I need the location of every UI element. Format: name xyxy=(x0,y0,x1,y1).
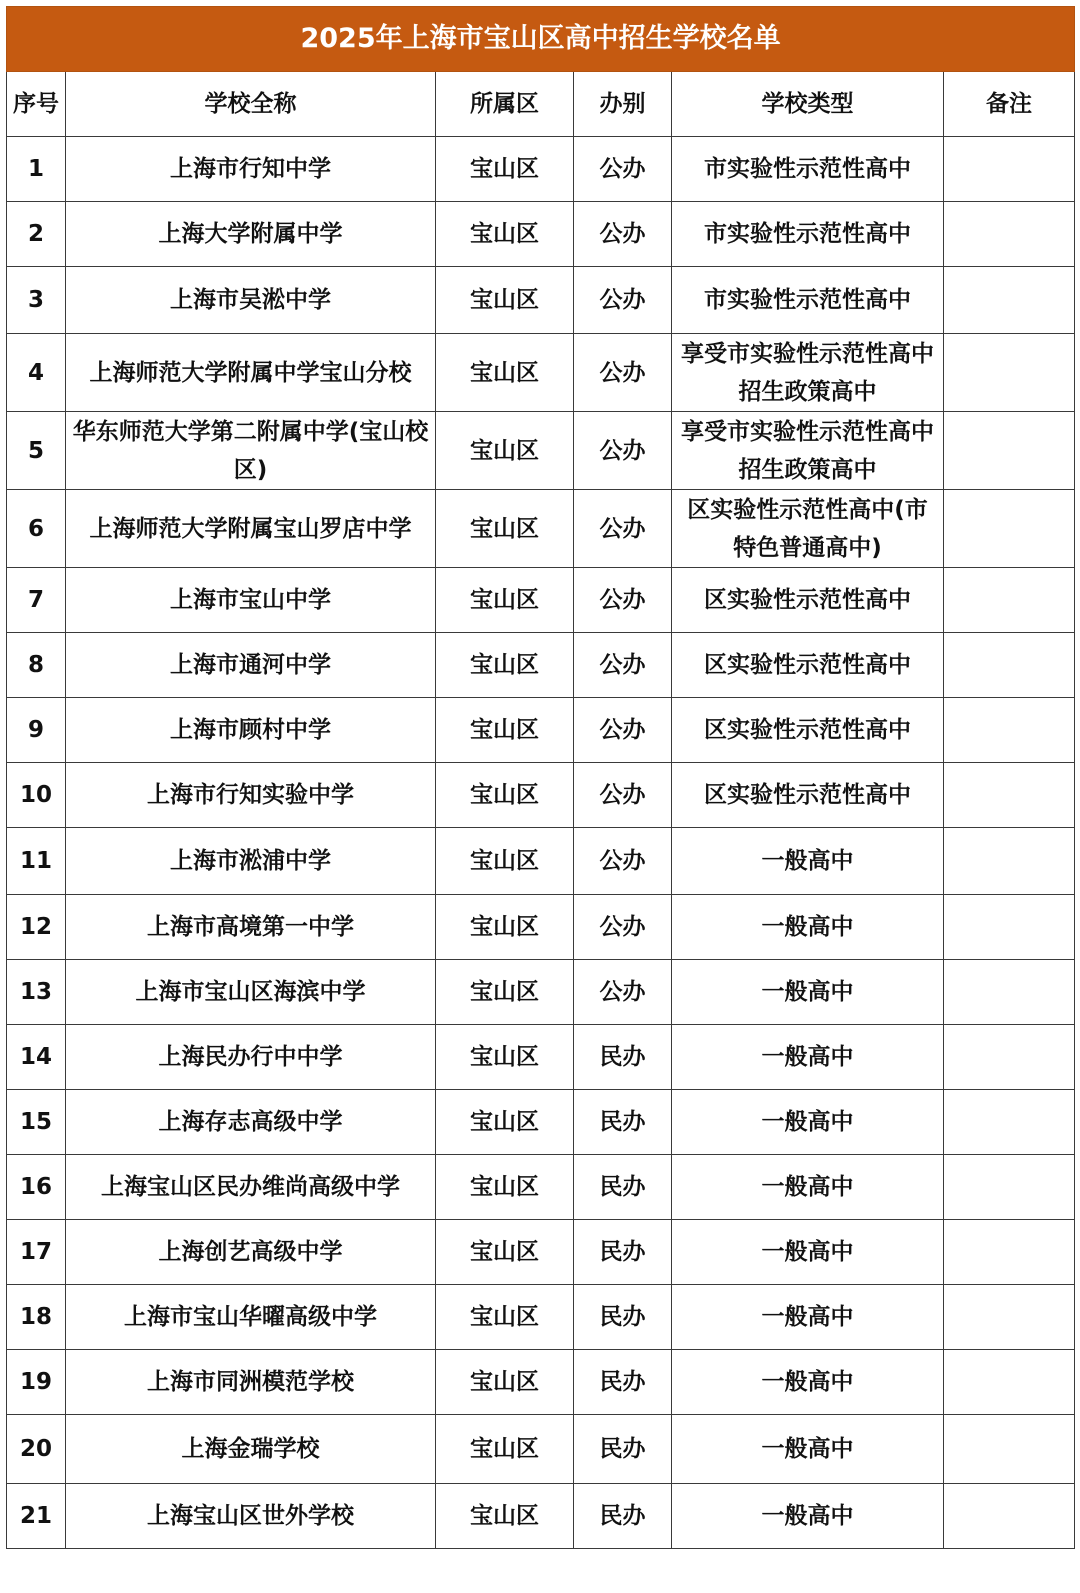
table-body xyxy=(7,137,1075,1549)
ownership: 公办 xyxy=(574,267,672,334)
note xyxy=(944,1350,1075,1415)
district: 宝山区 xyxy=(436,137,574,202)
district: 宝山区 xyxy=(436,828,574,895)
ownership: 公办 xyxy=(574,137,672,202)
school-name: 上海宝山区世外学校 xyxy=(66,1484,436,1549)
district: 宝山区 xyxy=(436,633,574,698)
school-name: 上海师范大学附属宝山罗店中学 xyxy=(66,490,436,568)
note xyxy=(944,137,1075,202)
table-row xyxy=(7,334,1075,412)
row-no: 5 xyxy=(7,412,66,490)
row-no: 16 xyxy=(7,1155,66,1220)
school-name: 上海市宝山中学 xyxy=(66,568,436,633)
ownership: 公办 xyxy=(574,633,672,698)
row-no: 4 xyxy=(7,334,66,412)
row-no: 10 xyxy=(7,763,66,828)
district: 宝山区 xyxy=(436,267,574,334)
district: 宝山区 xyxy=(436,895,574,960)
school-name: 华东师范大学第二附属中学(宝山校区) xyxy=(66,412,436,490)
header-district: 所属区 xyxy=(436,72,574,137)
note xyxy=(944,412,1075,490)
district: 宝山区 xyxy=(436,568,574,633)
table-row xyxy=(7,202,1075,267)
ownership: 民办 xyxy=(574,1090,672,1155)
table-row xyxy=(7,633,1075,698)
district: 宝山区 xyxy=(436,1484,574,1549)
school-type: 一般高中 xyxy=(672,1090,944,1155)
district: 宝山区 xyxy=(436,412,574,490)
school-name: 上海民办行中中学 xyxy=(66,1025,436,1090)
row-no: 11 xyxy=(7,828,66,895)
table-row xyxy=(7,267,1075,334)
header-school-name: 学校全称 xyxy=(66,72,436,137)
table-row xyxy=(7,490,1075,568)
row-no: 3 xyxy=(7,267,66,334)
school-name: 上海市宝山华曜高级中学 xyxy=(66,1285,436,1350)
district: 宝山区 xyxy=(436,202,574,267)
header-no: 序号 xyxy=(7,72,66,137)
note xyxy=(944,1025,1075,1090)
ownership: 民办 xyxy=(574,1220,672,1285)
row-no: 18 xyxy=(7,1285,66,1350)
district: 宝山区 xyxy=(436,1155,574,1220)
school-type: 市实验性示范性高中 xyxy=(672,267,944,334)
table-row xyxy=(7,828,1075,895)
note xyxy=(944,1155,1075,1220)
header-note: 备注 xyxy=(944,72,1075,137)
note xyxy=(944,490,1075,568)
note xyxy=(944,1090,1075,1155)
note xyxy=(944,568,1075,633)
school-type: 一般高中 xyxy=(672,1285,944,1350)
row-no: 9 xyxy=(7,698,66,763)
district: 宝山区 xyxy=(436,960,574,1025)
school-type: 区实验性示范性高中 xyxy=(672,633,944,698)
header-ownership: 办别 xyxy=(574,72,672,137)
note xyxy=(944,267,1075,334)
school-name: 上海金瑞学校 xyxy=(66,1415,436,1484)
school-name: 上海市淞浦中学 xyxy=(66,828,436,895)
table-row xyxy=(7,1155,1075,1220)
school-name: 上海市吴淞中学 xyxy=(66,267,436,334)
school-name: 上海大学附属中学 xyxy=(66,202,436,267)
ownership: 公办 xyxy=(574,763,672,828)
school-name: 上海宝山区民办维尚高级中学 xyxy=(66,1155,436,1220)
row-no: 17 xyxy=(7,1220,66,1285)
note xyxy=(944,828,1075,895)
title-row xyxy=(7,7,1075,72)
ownership: 公办 xyxy=(574,334,672,412)
table-row xyxy=(7,1415,1075,1484)
ownership: 民办 xyxy=(574,1025,672,1090)
school-list-sheet xyxy=(6,6,1074,1549)
school-type: 区实验性示范性高中 xyxy=(672,698,944,763)
ownership: 公办 xyxy=(574,698,672,763)
row-no: 21 xyxy=(7,1484,66,1549)
school-name: 上海市通河中学 xyxy=(66,633,436,698)
school-type: 区实验性示范性高中(市特色普通高中) xyxy=(672,490,944,568)
school-name: 上海市同洲模范学校 xyxy=(66,1350,436,1415)
table-row xyxy=(7,1350,1075,1415)
district: 宝山区 xyxy=(436,1415,574,1484)
school-type: 区实验性示范性高中 xyxy=(672,763,944,828)
ownership: 民办 xyxy=(574,1350,672,1415)
school-name: 上海创艺高级中学 xyxy=(66,1220,436,1285)
school-type: 区实验性示范性高中 xyxy=(672,568,944,633)
note xyxy=(944,763,1075,828)
district: 宝山区 xyxy=(436,1090,574,1155)
table-row xyxy=(7,412,1075,490)
note xyxy=(944,1285,1075,1350)
school-type: 一般高中 xyxy=(672,895,944,960)
district: 宝山区 xyxy=(436,490,574,568)
row-no: 14 xyxy=(7,1025,66,1090)
ownership: 民办 xyxy=(574,1484,672,1549)
header-school-type: 学校类型 xyxy=(672,72,944,137)
district: 宝山区 xyxy=(436,334,574,412)
ownership: 民办 xyxy=(574,1415,672,1484)
table-row xyxy=(7,1025,1075,1090)
table-row xyxy=(7,1090,1075,1155)
school-type: 享受市实验性示范性高中招生政策高中 xyxy=(672,412,944,490)
note xyxy=(944,960,1075,1025)
school-type: 一般高中 xyxy=(672,1155,944,1220)
school-type: 一般高中 xyxy=(672,1220,944,1285)
ownership: 公办 xyxy=(574,895,672,960)
ownership: 公办 xyxy=(574,490,672,568)
note xyxy=(944,633,1075,698)
school-name: 上海市高境第一中学 xyxy=(66,895,436,960)
row-no: 13 xyxy=(7,960,66,1025)
row-no: 8 xyxy=(7,633,66,698)
table-row xyxy=(7,960,1075,1025)
school-name: 上海师范大学附属中学宝山分校 xyxy=(66,334,436,412)
school-name: 上海市行知实验中学 xyxy=(66,763,436,828)
school-name: 上海市宝山区海滨中学 xyxy=(66,960,436,1025)
district: 宝山区 xyxy=(436,698,574,763)
school-type: 一般高中 xyxy=(672,828,944,895)
table-row xyxy=(7,137,1075,202)
note xyxy=(944,202,1075,267)
school-type: 享受市实验性示范性高中招生政策高中 xyxy=(672,334,944,412)
note xyxy=(944,334,1075,412)
table-title: 2025年上海市宝山区高中招生学校名单 xyxy=(7,7,1075,72)
school-type: 市实验性示范性高中 xyxy=(672,137,944,202)
table-row xyxy=(7,568,1075,633)
row-no: 20 xyxy=(7,1415,66,1484)
table-row xyxy=(7,1484,1075,1549)
school-type: 一般高中 xyxy=(672,1415,944,1484)
row-no: 19 xyxy=(7,1350,66,1415)
school-type: 一般高中 xyxy=(672,1484,944,1549)
district: 宝山区 xyxy=(436,1220,574,1285)
table-row xyxy=(7,698,1075,763)
ownership: 公办 xyxy=(574,568,672,633)
row-no: 15 xyxy=(7,1090,66,1155)
table-row xyxy=(7,1285,1075,1350)
row-no: 7 xyxy=(7,568,66,633)
school-type: 一般高中 xyxy=(672,1350,944,1415)
district: 宝山区 xyxy=(436,1285,574,1350)
table-row xyxy=(7,1220,1075,1285)
school-name: 上海市顾村中学 xyxy=(66,698,436,763)
header-row xyxy=(7,72,1075,137)
ownership: 公办 xyxy=(574,202,672,267)
school-type: 一般高中 xyxy=(672,1025,944,1090)
note xyxy=(944,1220,1075,1285)
district: 宝山区 xyxy=(436,763,574,828)
note xyxy=(944,1484,1075,1549)
school-name: 上海市行知中学 xyxy=(66,137,436,202)
school-type: 市实验性示范性高中 xyxy=(672,202,944,267)
ownership: 民办 xyxy=(574,1155,672,1220)
note xyxy=(944,698,1075,763)
district: 宝山区 xyxy=(436,1025,574,1090)
district: 宝山区 xyxy=(436,1350,574,1415)
ownership: 公办 xyxy=(574,412,672,490)
ownership: 民办 xyxy=(574,1285,672,1350)
row-no: 1 xyxy=(7,137,66,202)
school-type: 一般高中 xyxy=(672,960,944,1025)
table-row xyxy=(7,895,1075,960)
row-no: 2 xyxy=(7,202,66,267)
ownership: 公办 xyxy=(574,960,672,1025)
note xyxy=(944,1415,1075,1484)
row-no: 6 xyxy=(7,490,66,568)
row-no: 12 xyxy=(7,895,66,960)
note xyxy=(944,895,1075,960)
school-list-table xyxy=(6,6,1075,1549)
school-name: 上海存志高级中学 xyxy=(66,1090,436,1155)
ownership: 公办 xyxy=(574,828,672,895)
table-row xyxy=(7,763,1075,828)
